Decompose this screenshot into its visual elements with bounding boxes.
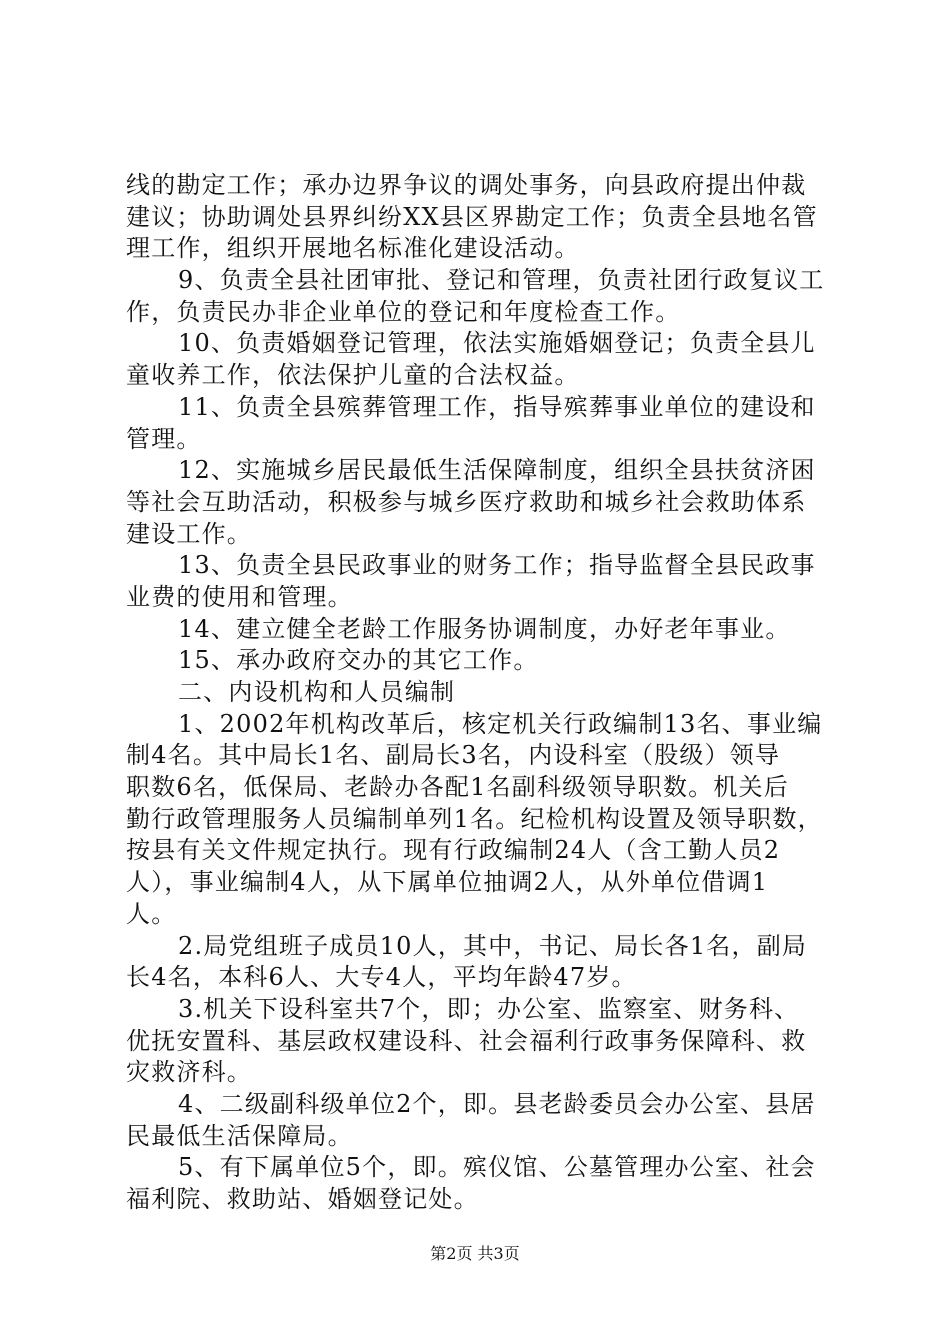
text-line: 建设工作。 — [126, 519, 252, 548]
document-body — [126, 170, 838, 1216]
text-line: 等社会互助活动，积极参与城乡医疗救助和城乡社会救助体系 — [126, 487, 807, 516]
paragraph-start-line: 5、有下属单位5个，即。殡仪馆、公墓管理办公室、社会 — [178, 1153, 816, 1182]
text-line: 民最低生活保障局。 — [126, 1121, 353, 1150]
paragraph-start-line: 13、负责全县民政事业的财务工作；指导监督全县民政事 — [178, 551, 816, 580]
text-line: 理工作，组织开展地名标准化建设活动。 — [126, 234, 580, 263]
paragraph-start-line: 二、内设机构和人员编制 — [178, 678, 456, 706]
text-line: 建议；协助调处县界纠纷XX县区界勘定工作；负责全县地名管 — [126, 202, 818, 231]
text-line: 勤行政管理服务人员编制单列1名。纪检机构设置及领导职数， — [126, 804, 823, 833]
paragraph-start-line: 14、建立健全老龄工作服务协调制度，办好老年事业。 — [178, 614, 791, 643]
text-line: 职数6名，低保局、老龄办各配1名副科级领导职数。机关后 — [126, 773, 789, 802]
page-footer: 第2页 共3页 — [430, 1244, 520, 1263]
text-line: 长4名，本科6人、大专4人，平均年龄47岁。 — [126, 963, 637, 992]
paragraph-start-line: 3.机关下设科室共7个，即；办公室、监察室、财务科、 — [178, 994, 800, 1023]
text-line: 线的勘定工作；承办边界争议的调处事务，向县政府提出仲裁 — [126, 171, 807, 199]
paragraph-start-line: 12、实施城乡居民最低生活保障制度，组织全县扶贫济困 — [178, 456, 816, 485]
paragraph-start-line: 11、负责全县殡葬管理工作，指导殡葬事业单位的建设和 — [178, 392, 816, 421]
paragraph-start-line: 15、承办政府交办的其它工作。 — [178, 646, 539, 675]
text-line: 制4名。其中局长1名、副局长3名，内设科室（股级）领导 — [126, 741, 781, 770]
paragraph-start-line: 10、负责婚姻登记管理，依法实施婚姻登记；负责全县儿 — [178, 329, 816, 358]
paragraph-start-line: 9、负责全县社团审批、登记和管理，负责社团行政复议工 — [178, 266, 825, 295]
text-line: 人），事业编制4人，从下属单位抽调2人，从外单位借调1 — [126, 868, 769, 897]
text-line: 人。 — [126, 899, 177, 928]
text-line: 灾救济科。 — [126, 1058, 252, 1087]
text-line: 福利院、救助站、婚姻登记处。 — [126, 1185, 479, 1213]
text-line: 业费的使用和管理。 — [126, 582, 353, 611]
text-line: 童收养工作，依法保护儿童的合法权益。 — [126, 361, 580, 390]
text-line: 管理。 — [126, 424, 202, 453]
text-line: 优抚安置科、基层政权建设科、社会福利行政事务保障科、救 — [126, 1026, 807, 1055]
paragraph-start-line: 4、二级副科级单位2个，即。县老龄委员会办公室、县居 — [178, 1089, 816, 1118]
paragraph-start-line: 2.局党组班子成员10人，其中，书记、局长各1名，副局 — [178, 931, 808, 960]
paragraph-start-line: 1、2002年机构改革后，核定机关行政编制13名、事业编 — [178, 709, 823, 738]
text-line: 按县有关文件规定执行。现有行政编制24人（含工勤人员2 — [126, 836, 781, 865]
text-line: 作，负责民办非企业单位的登记和年度检查工作。 — [126, 297, 681, 326]
